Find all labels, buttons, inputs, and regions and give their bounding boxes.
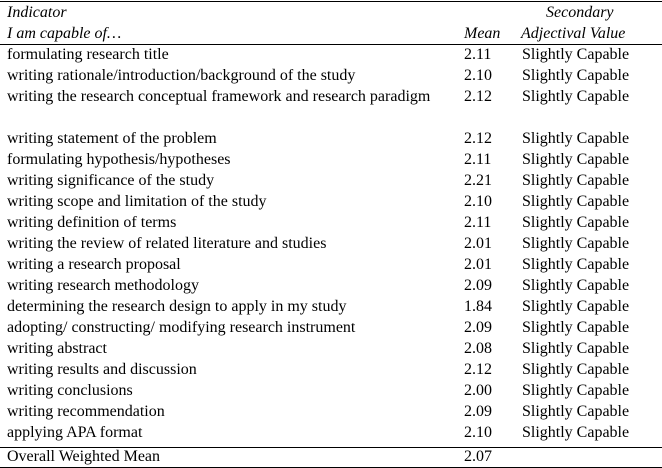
adjectival-value-cell: Slightly Capable (522, 361, 630, 378)
table-row (0, 380, 662, 401)
table-row (0, 65, 662, 86)
mean-cell: 2.10 (464, 67, 492, 84)
indicator-cell: writing results and discussion (7, 361, 197, 378)
table-body (0, 44, 662, 443)
adjectival-value-cell: Slightly Capable (522, 235, 630, 252)
table-row (0, 338, 662, 359)
mean-cell: 2.12 (464, 88, 492, 105)
adjectival-value-cell: Slightly Capable (522, 67, 630, 84)
adjectival-value-cell: Slightly Capable (522, 424, 630, 441)
table-row (0, 401, 662, 422)
indicator-cell: writing research methodology (7, 277, 199, 294)
mean-cell: 2.01 (464, 235, 492, 252)
adjectival-value-cell: Slightly Capable (522, 277, 630, 294)
adjectival-value-cell: Slightly Capable (522, 382, 630, 399)
table-row (0, 170, 662, 191)
adjectival-value-cell: Slightly Capable (522, 193, 630, 210)
indicator-cell: applying APA format (7, 424, 143, 441)
table-row (0, 296, 662, 317)
overall-label: Overall Weighted Mean (7, 448, 161, 465)
table-row (0, 86, 662, 128)
adjectival-value-cell: Slightly Capable (522, 172, 630, 189)
table-row (0, 359, 662, 380)
table-row (0, 275, 662, 296)
indicator-cell: writing recommendation (7, 403, 165, 420)
adjectival-value-cell: Slightly Capable (522, 130, 630, 147)
mean-cell: 2.00 (464, 382, 492, 399)
adjectival-value-cell: Slightly Capable (522, 46, 630, 63)
mean-cell: 2.11 (464, 214, 492, 231)
indicator-cell: writing a research proposal (7, 256, 181, 273)
indicator-cell: writing the review of related literature and studies (7, 235, 327, 252)
mean-cell: 2.10 (464, 424, 492, 441)
overall-mean: 2.07 (464, 448, 492, 465)
table-top-rule (0, 1, 662, 2)
indicator-cell: writing abstract (7, 340, 107, 357)
header-capable: I am capable of… (7, 25, 122, 42)
table-row (0, 44, 662, 65)
mean-cell: 2.10 (464, 193, 492, 210)
adjectival-value-cell: Slightly Capable (522, 88, 630, 105)
header-adjectival-value: Adjectival Value (521, 25, 626, 42)
mean-cell: 2.09 (464, 277, 492, 294)
adjectival-value-cell: Slightly Capable (522, 298, 630, 315)
table-row (0, 149, 662, 170)
adjectival-value-cell: Slightly Capable (522, 256, 630, 273)
table-row (0, 233, 662, 254)
mean-cell: 2.08 (464, 340, 492, 357)
mean-cell: 2.11 (464, 151, 492, 168)
table-row (0, 212, 662, 233)
indicator-cell: formulating research title (7, 46, 169, 63)
indicator-cell: writing significance of the study (7, 172, 215, 189)
indicator-cell: writing conclusions (7, 382, 133, 399)
mean-cell: 2.12 (464, 130, 492, 147)
indicator-cell: formulating hypothesis/hypotheses (7, 151, 231, 168)
adjectival-value-cell: Slightly Capable (522, 403, 630, 420)
table-row (0, 254, 662, 275)
table-row (0, 422, 662, 443)
adjectival-value-cell: Slightly Capable (522, 319, 630, 336)
header-secondary: Secondary (546, 4, 614, 21)
adjectival-value-cell: Slightly Capable (522, 151, 630, 168)
adjectival-value-cell: Slightly Capable (522, 214, 630, 231)
indicator-cell: writing statement of the problem (7, 130, 217, 147)
indicator-cell: writing definition of terms (7, 214, 177, 231)
mean-cell: 2.12 (464, 361, 492, 378)
header-indicator: Indicator (7, 4, 67, 21)
mean-cell: 2.21 (464, 172, 492, 189)
indicator-cell: writing rationale/introduction/background of the study (7, 67, 356, 84)
mean-cell: 2.09 (464, 403, 492, 420)
table-row (0, 128, 662, 149)
indicator-cell: determining the research design to apply in my study (7, 298, 347, 315)
indicator-cell: writing scope and limitation of the study (7, 193, 267, 210)
mean-cell: 1.84 (464, 298, 492, 315)
mean-cell: 2.11 (464, 46, 492, 63)
header-mean: Mean (464, 25, 501, 42)
adjectival-value-cell: Slightly Capable (522, 340, 630, 357)
mean-cell: 2.01 (464, 256, 492, 273)
indicator-cell: writing the research conceptual framework and research paradigm (7, 88, 431, 105)
mean-cell: 2.09 (464, 319, 492, 336)
overall-row (0, 447, 662, 467)
indicator-cell: adopting/ constructing/ modifying research instrument (7, 319, 356, 336)
table-row (0, 191, 662, 212)
table-row (0, 317, 662, 338)
